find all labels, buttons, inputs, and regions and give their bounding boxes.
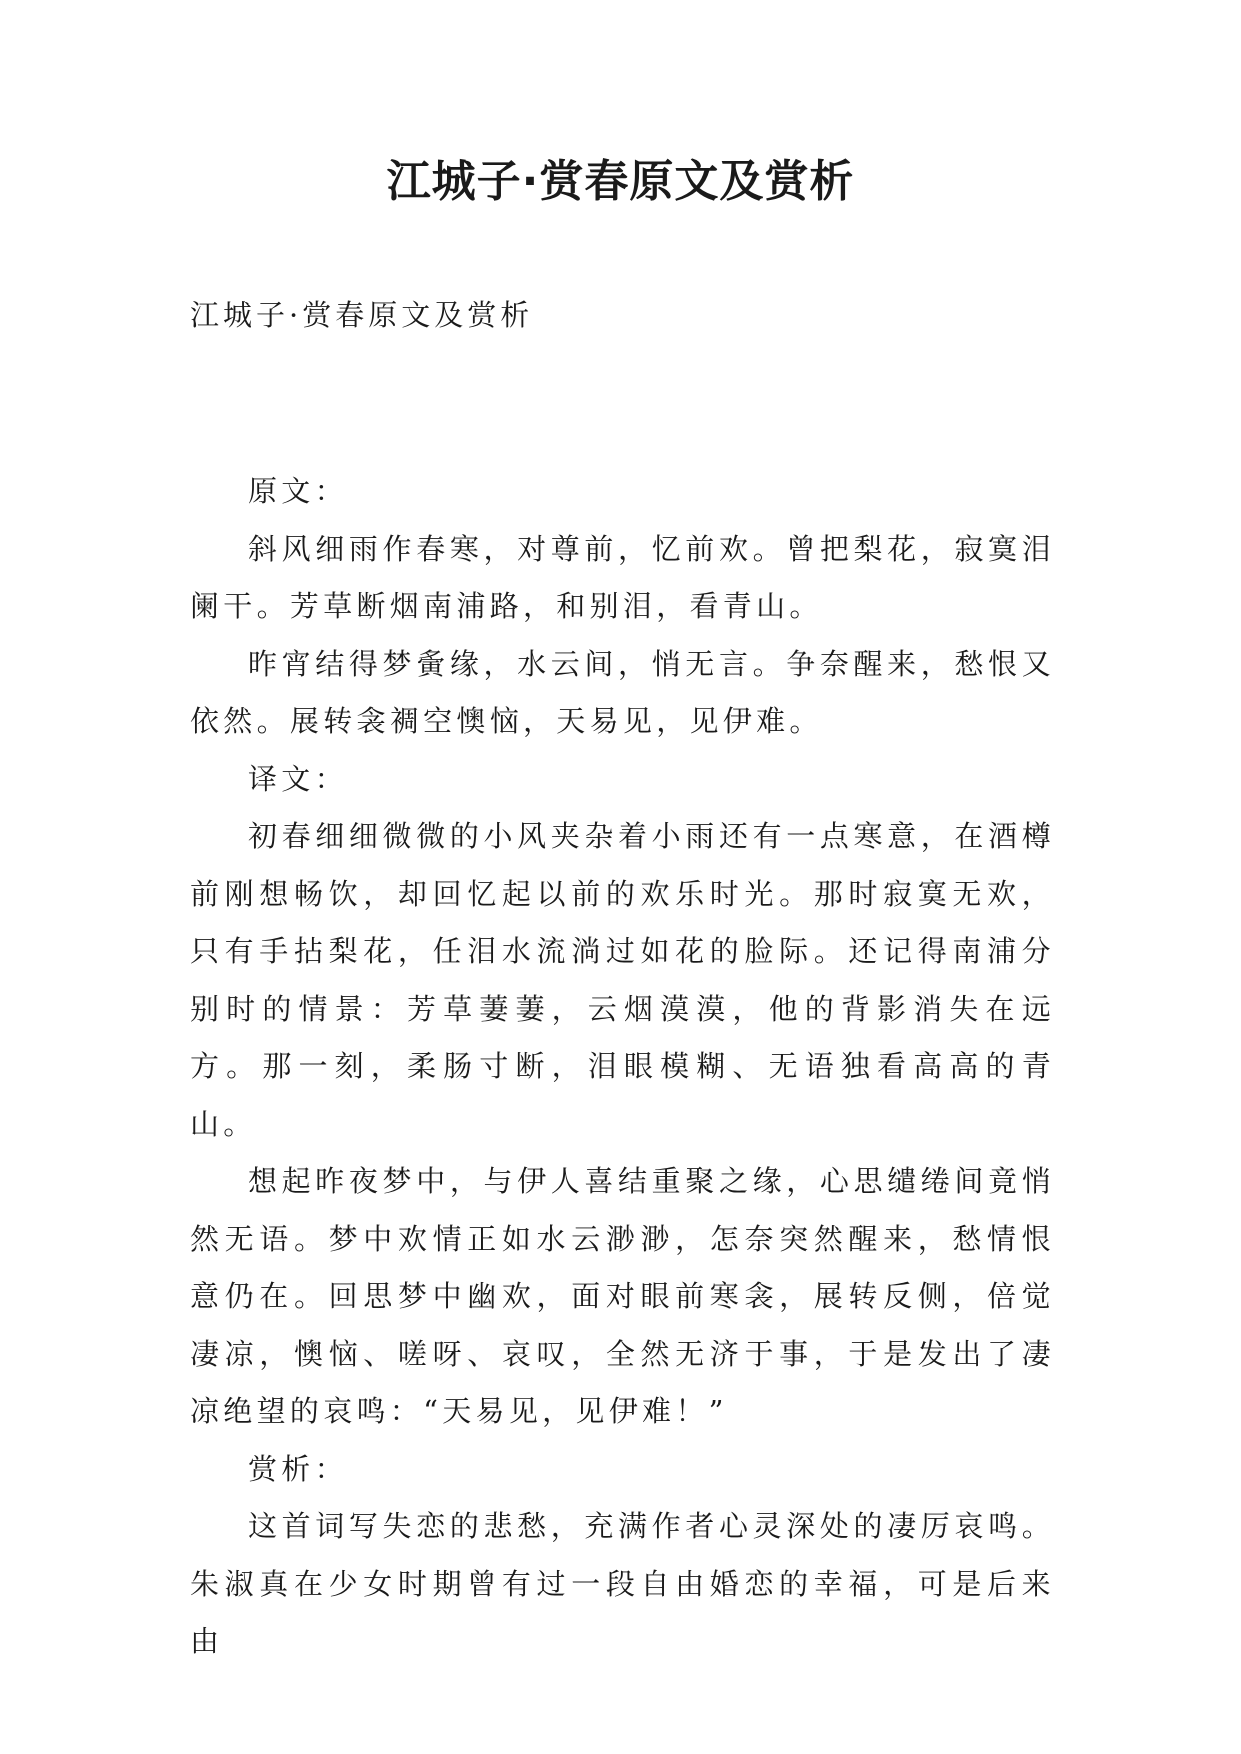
document-body <box>190 463 1055 1671</box>
section-heading-appreciation: 赏析： <box>248 1451 348 1486</box>
appreciation-paragraph-1: 这首词写失恋的悲愁，充满作者心灵深处的凄厉哀鸣。朱淑真在少女时期曾有过一段自由婚恋的幸福，可是后来由 <box>190 1509 1055 1658</box>
document-subtitle: 江城子·赏春原文及赏析 <box>190 298 534 332</box>
section-heading-translation: 译文： <box>248 761 348 796</box>
poem-stanza-1: 斜风细雨作春寒，对尊前，忆前欢。曾把梨花，寂寞泪阑干。芳草断烟南浦路，和别泪，看青山。 <box>190 531 1055 623</box>
document-title: 江城子·赏春原文及赏析 <box>386 156 855 207</box>
poem-stanza-2: 昨宵结得梦夤缘，水云间，悄无言。争奈醒来，愁恨又依然。展转衾裯空懊恼，天易见，见伊难。 <box>190 646 1055 738</box>
section-heading-original: 原文： <box>248 474 348 508</box>
translation-paragraph-2: 想起昨夜梦中，与伊人喜结重聚之缘，心思缱绻间竟悄然无语。梦中欢情正如水云渺渺，怎奈突然醒来，愁情恨意仍在。回思梦中幽欢，面对眼前寒衾，展转反侧，倍觉凄凉，懊恼、嗟呀、哀叹，全然无济于事，于是发出了凄凉绝望的哀鸣：“天易见，见伊难！” <box>190 1164 1055 1428</box>
translation-paragraph-1: 初春细细微微的小风夹杂着小雨还有一点寒意，在酒樽前刚想畅饮，却回忆起以前的欢乐时光。那时寂寞无欢，只有手拈梨花，任泪水流淌过如花的脸际。还记得南浦分别时的情景：芳草萋萋，云烟漠漠，他的背影消失在远方。那一刻，柔肠寸断，泪眼模糊、无语独看高高的青山。 <box>190 819 1055 1141</box>
